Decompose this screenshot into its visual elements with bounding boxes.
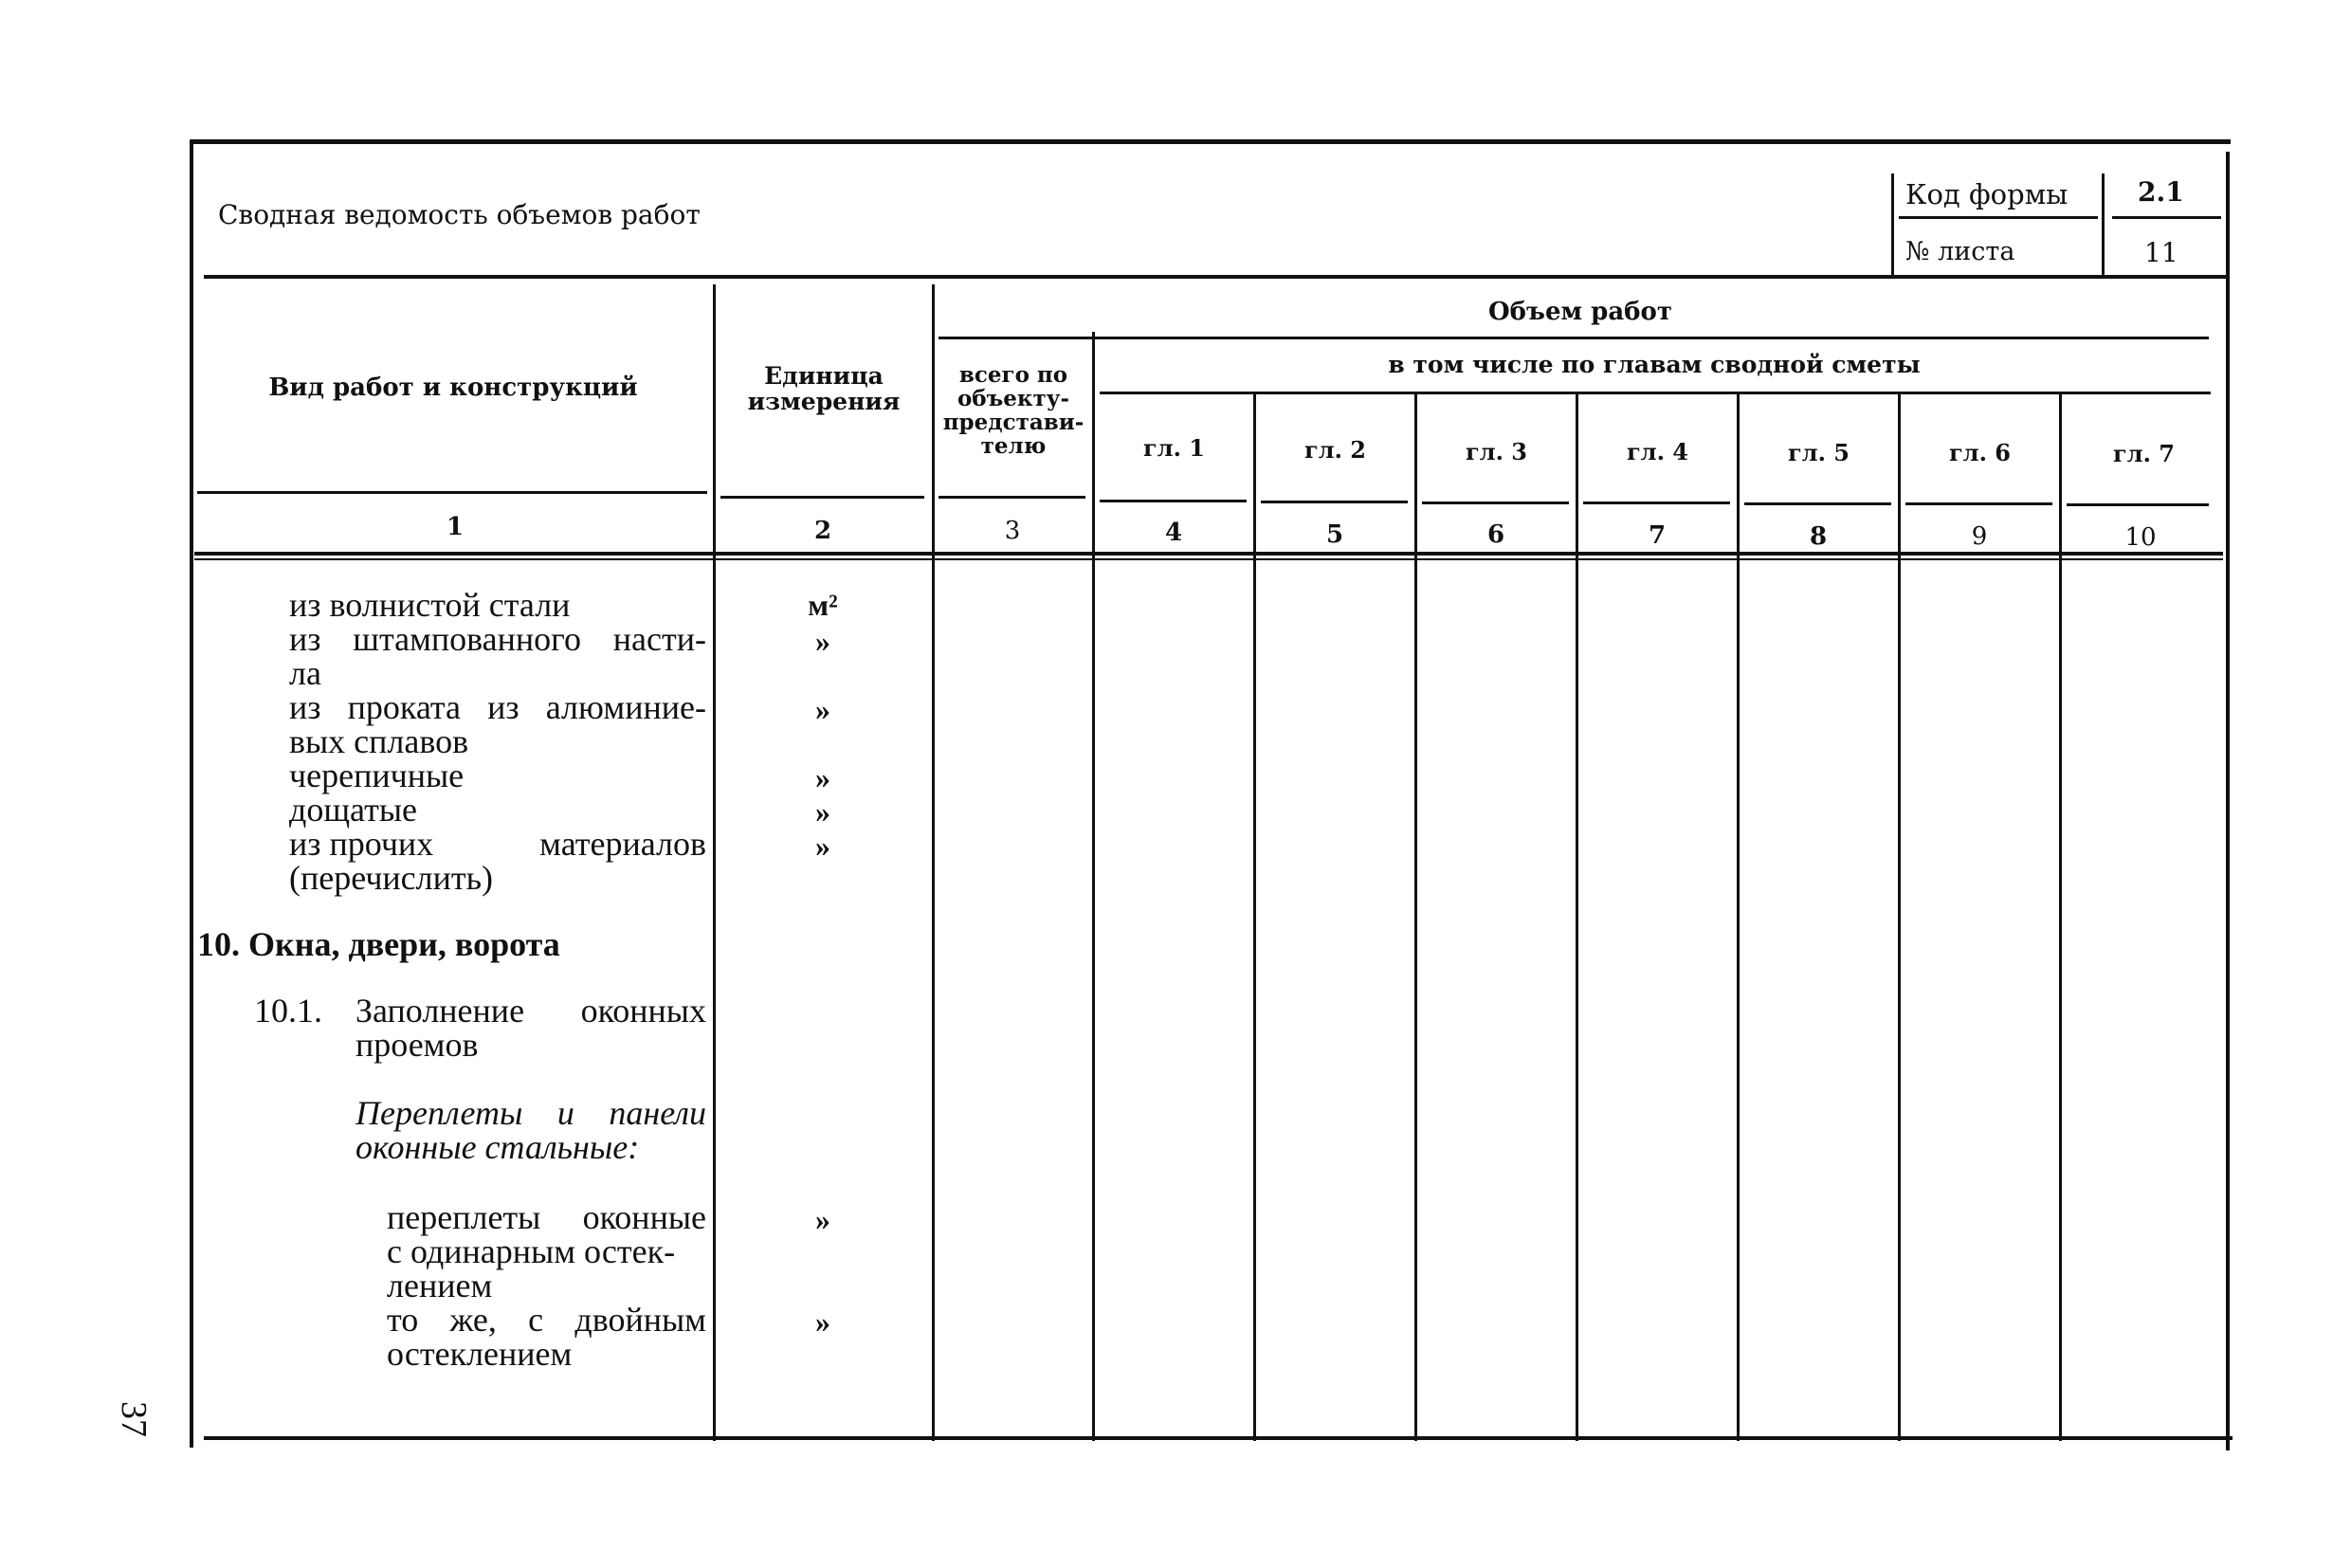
row-plank: дощатые	[289, 791, 417, 829]
unit-ditto: »	[815, 1304, 830, 1339]
header-total-line1: всего по	[958, 362, 1068, 388]
sheet-number-label: № листа	[1905, 237, 2015, 266]
row-aluminum-profile-cont: вых сплавов	[289, 722, 469, 760]
column-number: 6	[1486, 520, 1505, 549]
form-title: Сводная ведомость объемов работ	[218, 199, 701, 230]
header-chapters-group: в том числе по главам сводной сметы	[1388, 351, 1921, 378]
column-number: 5	[1325, 520, 1344, 549]
row-stamped-deck-cont: ла	[289, 654, 321, 692]
column-number: 2	[813, 517, 832, 545]
header-chapter-5: гл. 5	[1787, 439, 1850, 466]
row-tiled: черепичные	[289, 757, 465, 794]
header-chapter-1: гл. 1	[1142, 434, 1206, 462]
sheet-number-value: 11	[2144, 237, 2178, 268]
row-single-glazing-cont2: лением	[387, 1267, 493, 1304]
header-chapter-6: гл. 6	[1948, 439, 2012, 466]
column-number: 8	[1809, 522, 1828, 551]
row-single-glazing-cont: с одинарным остек-	[387, 1232, 676, 1270]
group-steel-frames: Переплеты и панели	[355, 1094, 706, 1132]
subsection-window-fill-cont: проемов	[355, 1026, 479, 1064]
group-steel-frames-cont: оконные стальные:	[355, 1128, 640, 1166]
column-number: 1	[446, 513, 465, 541]
unit-ditto: »	[815, 829, 830, 863]
row-double-glazing-cont: остеклением	[387, 1335, 573, 1373]
subsection-window-fill: Заполнение оконных	[355, 992, 706, 1030]
unit-ditto: »	[815, 692, 830, 726]
header-work-type: Вид работ и конструкций	[268, 374, 638, 402]
header-chapter-7: гл. 7	[2112, 440, 2176, 467]
unit-ditto: »	[815, 1202, 830, 1236]
column-number: 4	[1164, 519, 1183, 547]
row-corrugated-steel: из волнистой стали	[289, 586, 571, 624]
header-volume: Объем работ	[1488, 298, 1672, 326]
column-number: 3	[1004, 517, 1021, 545]
row-stamped-deck: из штампованного насти-	[289, 620, 706, 658]
header-unit-line2: измерения	[747, 388, 901, 415]
row-single-glazing: переплеты оконные	[387, 1198, 706, 1236]
unit-ditto: »	[815, 760, 830, 794]
column-number: 9	[1971, 522, 1988, 551]
subsection-number: 10.1.	[254, 992, 322, 1030]
row-double-glazing: то же, с двойным	[387, 1301, 706, 1339]
row-other-materials-cont: (перечислить)	[289, 859, 494, 897]
header-total-line3: представи-	[942, 410, 1084, 435]
column-number: 10	[2124, 523, 2157, 552]
header-chapter-2: гл. 2	[1303, 436, 1367, 464]
row-aluminum-profile: из проката из алюминие-	[289, 688, 706, 726]
page-number: 37	[114, 1401, 154, 1437]
column-number: 7	[1648, 521, 1667, 550]
form-code-label: Код формы	[1905, 178, 2069, 210]
header-chapter-4: гл. 4	[1626, 438, 1689, 465]
header-total-line2: объекту-	[957, 386, 1070, 411]
header-total-line4: телю	[980, 433, 1047, 459]
row-other-materials: из прочих материалов	[289, 825, 706, 863]
unit-ditto: »	[815, 794, 830, 829]
unit-ditto: »	[815, 624, 830, 658]
header-unit-line1: Единица	[764, 362, 884, 390]
unit-square-meter: м²	[808, 588, 838, 622]
form-code-value: 2.1	[2138, 176, 2184, 208]
header-chapter-3: гл. 3	[1465, 438, 1528, 465]
section-windows-doors-gates: 10. Окна, двери, ворота	[197, 925, 560, 963]
